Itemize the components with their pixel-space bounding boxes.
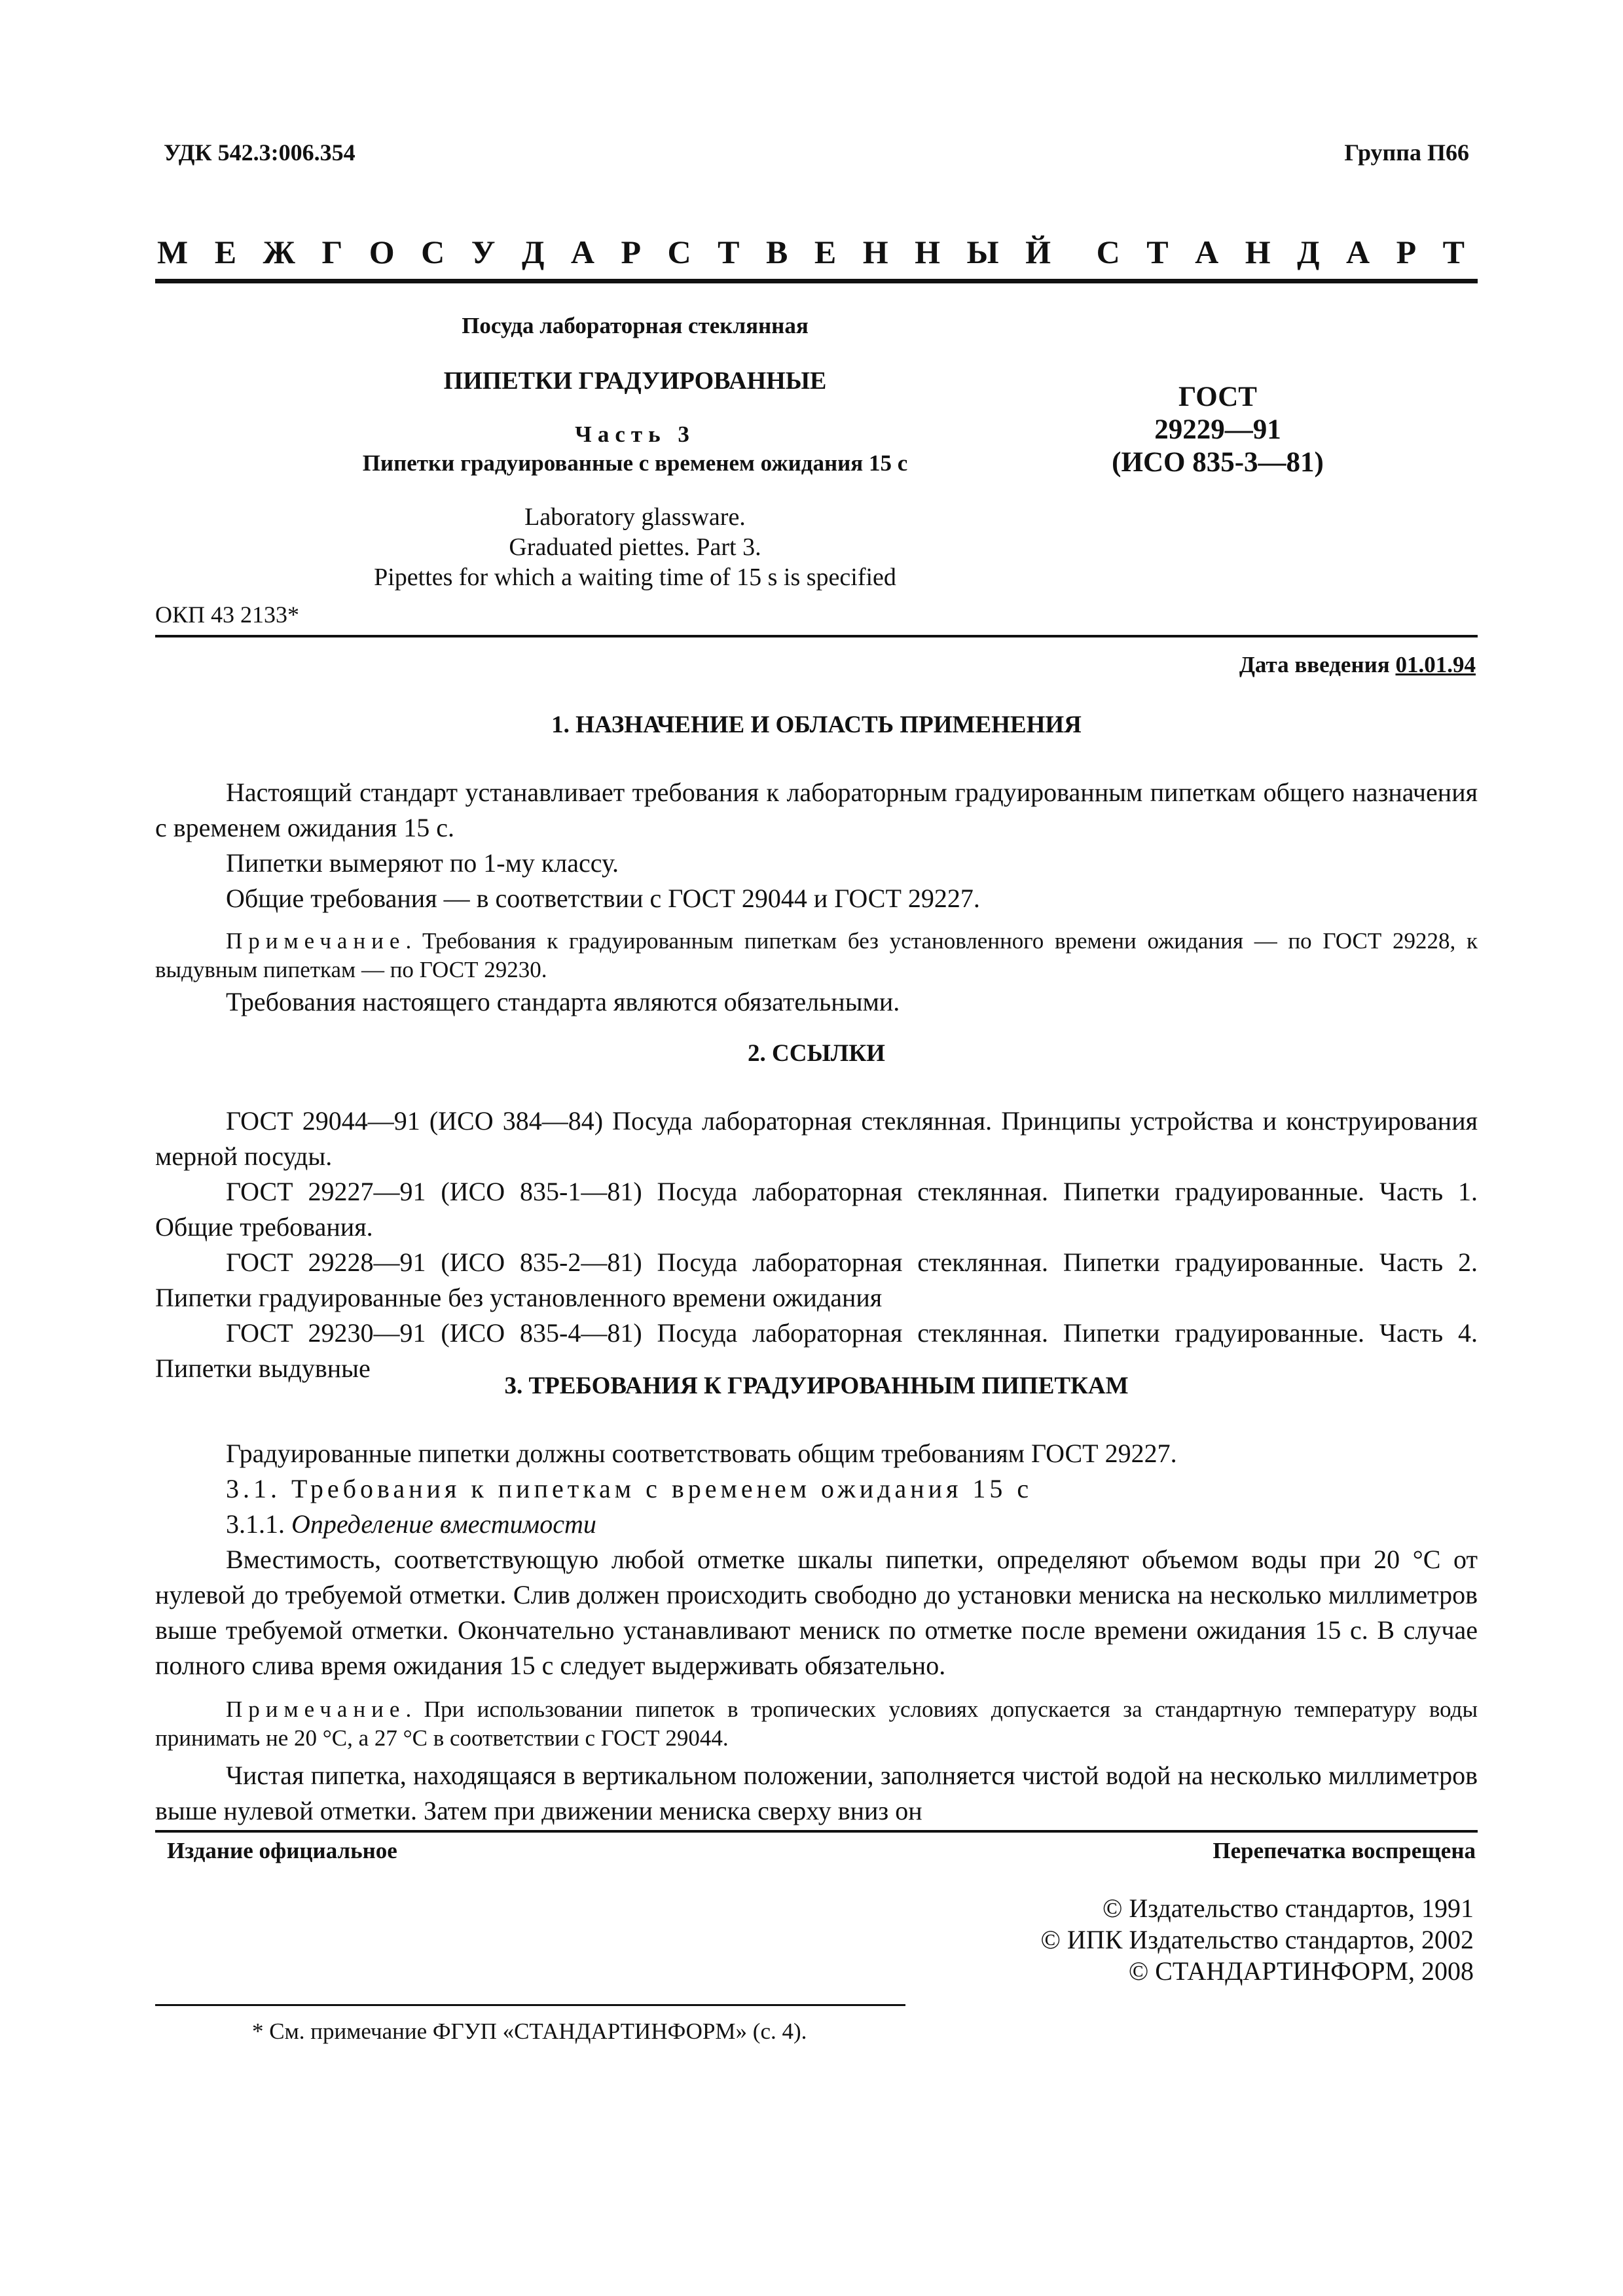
group-code: Группа П66 [1344,139,1469,166]
subsection-number: 3.1.1. [226,1509,285,1539]
title-line-1: Посуда лабораторная стеклянная [462,313,809,338]
date-value: 01.01.94 [1395,652,1476,677]
gost-label: ГОСТ [1178,382,1257,412]
note-label: Примечание [226,1696,406,1722]
title-rule [155,635,1478,637]
edition-label: Издание официальное [167,1838,397,1863]
section-1-paragraph-1: Настоящий стандарт устанавливает требования к лабораторным градуированным пипеткам общего назначения с временем ожидания 15 с. [155,778,1478,842]
section-3-heading: 3. ТРЕБОВАНИЯ К ГРАДУИРОВАННЫМ ПИПЕТКАМ [504,1372,1129,1399]
section-2-heading: 2. ССЫЛКИ [748,1040,885,1067]
banner-rule [155,279,1478,283]
banner-right: С Т А Н Д А Р Т [1096,234,1474,270]
reference-1: ГОСТ 29044—91 (ИСО 384—84) Посуда лабораторная стеклянная. Принципы устройства и конструирования мерной посуды. [155,1106,1478,1171]
title-line-2: ПИПЕТКИ ГРАДУИРОВАННЫЕ [443,367,827,395]
banner-left: М Е Ж Г О С У Д А Р С Т В Е Н Н Ы Й [157,234,1060,270]
okp-code: ОКП 43 2133* [155,601,300,628]
title-en-1: Laboratory glassware. [524,503,746,531]
section-1-paragraph-2: Пипетки вымеряют по 1-му классу. [226,848,619,878]
copyright-1: © Издательство стандартов, 1991 [1102,1893,1474,1923]
udk-code: УДК 542.3:006.354 [164,139,356,166]
subsection-title: Определение вместимости [291,1509,596,1539]
title-en-2: Graduated piettes. Part 3. [509,533,761,561]
section-3-note [155,1695,1478,1753]
section-3-paragraph-3: Чистая пипетка, находящаяся в вертикальном положении, заполняется чистой водой на несколько миллиметров выше нулевой отметки. Затем при движении мениска сверху вниз он [155,1761,1478,1825]
copyright-3: © СТАНДАРТИНФОРМ, 2008 [1128,1956,1474,1986]
introduction-date [1239,652,1476,678]
section-1-heading: 1. НАЗНАЧЕНИЕ И ОБЛАСТЬ ПРИМЕНЕНИЯ [551,711,1082,738]
note-text: . Требования к градуированным пипеткам без установленного времени ожидания — по ГОСТ 29228, к выдувным пипеткам — по ГОСТ 29230. [155,928,1478,982]
subsection-3-1-1 [155,1507,1478,1542]
note-text: . При использовании пипеток в тропических условиях допускается за стандартную температуру воды принимать не 20 °С, а 27 °С в соответствии с ГОСТ 29044. [155,1696,1478,1751]
section-3-paragraph-1: Градуированные пипетки должны соответствовать общим требованиям ГОСТ 29227. [226,1439,1177,1468]
iso-number: (ИСО 835-3—81) [1112,447,1324,478]
footnote-rule [155,2004,905,2006]
gost-number: 29229—91 [1154,414,1281,445]
footer-rule [155,1830,1478,1833]
reprint-label: Перепечатка воспрещена [1213,1838,1476,1863]
reference-2: ГОСТ 29227—91 (ИСО 835-1—81) Посуда лабораторная стеклянная. Пипетки градуированные. Часть 1. Общие требования. [155,1177,1478,1242]
title-part: Часть 3 [575,422,695,447]
date-label: Дата введения [1239,652,1390,677]
note-label: Примечание [226,928,406,954]
footnote: * См. примечание ФГУП «СТАНДАРТИНФОРМ» (с. 4). [252,2018,807,2044]
copyright-2: © ИПК Издательство стандартов, 2002 [1040,1925,1474,1954]
section-3-paragraph-2: Вместимость, соответствующую любой отметке шкалы пипетки, определяют объемом воды при 20 °С от нулевой до требуемой отметки. Слив должен происходить свободно до установки мениска на несколько миллиметров выше требуемой отметки. Окончательно устанавливают мениск по отметке после времени ожидания 15 с. В случае полного слива время ожидания 15 с следует выдерживать обязательно. [155,1545,1478,1680]
reference-3: ГОСТ 29228—91 (ИСО 835-2—81) Посуда лабораторная стеклянная. Пипетки градуированные. Часть 2. Пипетки градуированные без установленного времени ожидания [155,1247,1478,1312]
section-1-paragraph-4: Требования настоящего стандарта являются обязательными. [226,987,900,1016]
section-1-paragraph-3: Общие требования — в соответствии с ГОСТ 29044 и ГОСТ 29227. [226,884,980,913]
subsection-3-1: 3.1. Требования к пипеткам с временем ожидания 15 с [226,1474,1033,1503]
title-line-4: Пипетки градуированные с временем ожидания 15 с [362,450,908,476]
title-en-3: Pipettes for which a waiting time of 15 s is specified [374,564,896,591]
reference-4: ГОСТ 29230—91 (ИСО 835-4—81) Посуда лабораторная стеклянная. Пипетки градуированные. Часть 4. Пипетки выдувные [155,1318,1478,1383]
section-1-note [155,927,1478,984]
